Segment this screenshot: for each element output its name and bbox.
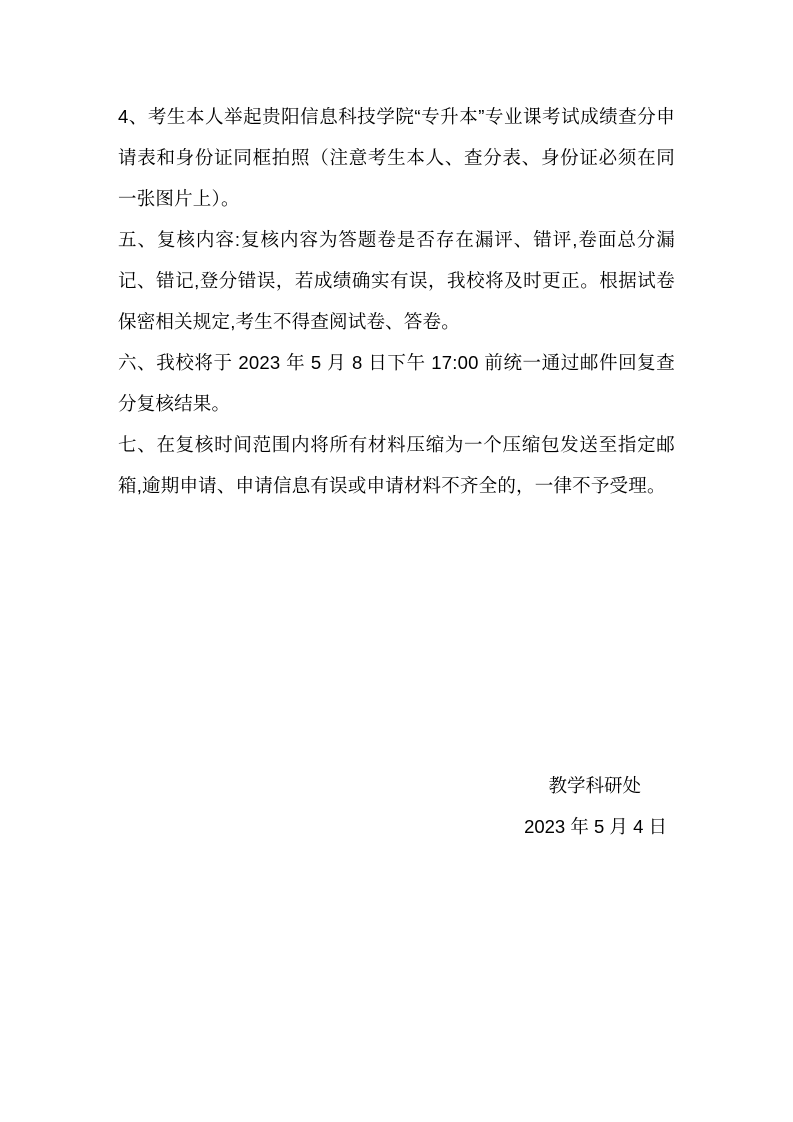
paragraph-section-six: 六、我校将于 2023 年 5 月 8 日下午 17:00 前统一通过邮件回复查分复核结果。: [118, 352, 675, 414]
signature-department: 教学科研处: [548, 775, 641, 796]
paragraph-section-seven: 七、在复核时间范围内将所有材料压缩为一个压缩包发送至指定邮箱,逾期申请、申请信息有误或申请材料不齐全的，一律不予受理。: [118, 434, 675, 496]
document-body: [118, 96, 675, 506]
paragraph-item-4: 4、考生本人举起贵阳信息科技学院“专升本”专业课考试成绩查分申请表和身份证同框拍照（注意考生本人、查分表、身份证必须在同一张图片上）。: [118, 106, 675, 209]
signature-block: [118, 765, 675, 847]
paragraph-section-five: 五、复核内容:复核内容为答题卷是否存在漏评、错评,卷面总分漏记、错记,登分错误，若成绩确实有误，我校将及时更正。根据试卷保密相关规定,考生不得查阅试卷、答卷。: [118, 229, 675, 332]
signature-date: 2023 年 5 月 4 日: [524, 816, 667, 837]
